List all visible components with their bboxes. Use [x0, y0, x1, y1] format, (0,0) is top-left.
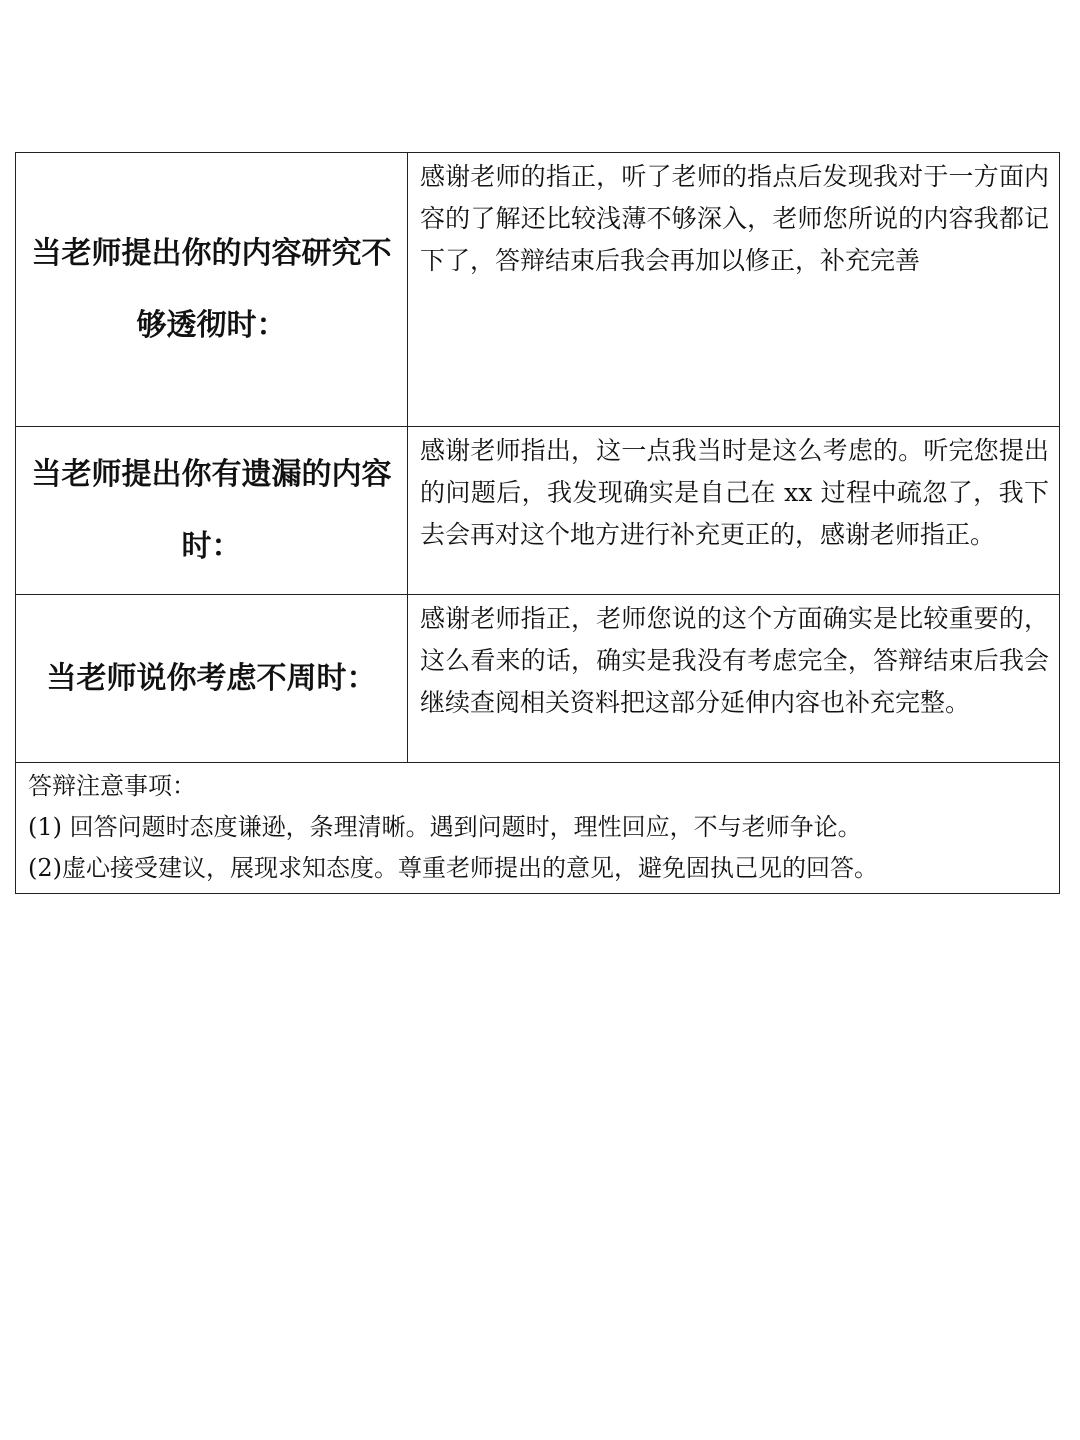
table-row [16, 595, 1060, 763]
table-row [16, 427, 1060, 595]
table-row [16, 153, 1060, 427]
notes-row [16, 763, 1060, 894]
qa-table [15, 152, 1060, 894]
notes-cell [16, 763, 1060, 894]
notes-item: (2)虚心接受建议，展现求知态度。尊重老师提出的意见，避免固执己见的回答。 [28, 854, 878, 882]
answer-cell: 感谢老师指出，这一点我当时是这么考虑的。听完您提出的问题后，我发现确实是自己在 xx 过程中疏忽了，我下去会再对这个地方进行补充更正的，感谢老师指正。 [408, 427, 1060, 595]
question-cell: 当老师提出你有遗漏的内容时： [16, 427, 408, 595]
answer-cell: 感谢老师指正，老师您说的这个方面确实是比较重要的，这么看来的话，确实是我没有考虑完全，答辩结束后我会继续查阅相关资料把这部分延伸内容也补充完整。 [408, 595, 1060, 763]
question-cell: 当老师说你考虑不周时： [16, 595, 408, 763]
notes-title: 答辩注意事项： [28, 772, 196, 800]
answer-cell: 感谢老师的指正，听了老师的指点后发现我对于一方面内容的了解还比较浅薄不够深入，老师您所说的内容我都记下了，答辩结束后我会再加以修正，补充完善 [408, 153, 1060, 427]
notes-item: (1) 回答问题时态度谦逊，条理清晰。遇到问题时，理性回应，不与老师争论。 [28, 813, 862, 841]
question-cell: 当老师提出你的内容研究不够透彻时： [16, 153, 408, 427]
